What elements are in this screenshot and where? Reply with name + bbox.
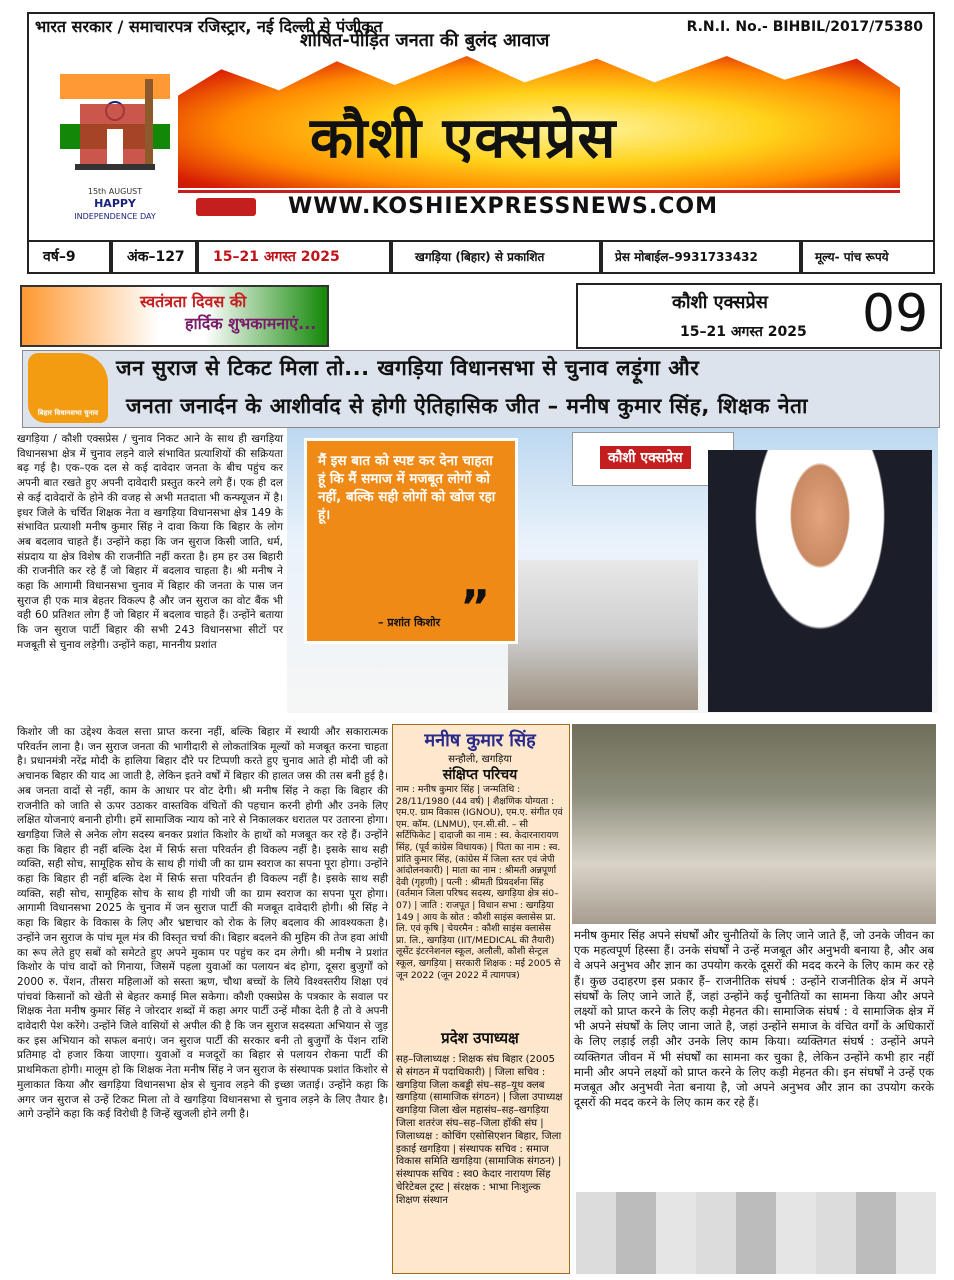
article-column-2: किशोर जी का उद्देश्य केवल सत्ता प्राप्त करना नहीं, बल्कि बिहार में स्थायी और सकारात्मक परिवर्तन लाना है। जन सुराज जनता की भागीदारी से लोकतांत्रिक मूल्यों को मजबूत करना चाहता है। प्रधानमंत्री नरेंद्र मोदी के हालिया बिहार दौरे पर टिप्पणी करते हुए चुनाव आते ही मोदी जी को अचानक बिहार की याद आ जाती है, लेकिन इतने वर्षों में बिहार की हालत जस की तस बनी हुई है। अब जनता वादों से नहीं, काम के आधार पर वोट देगी। श्री मनीष सिंह ने कहा कि बिहार की राजनीति को जाति से ऊपर उठाकर वास्तविक वंचितों की पहचान करनी होगी और उनके लिए लक्षित योजनाएं बनानी होगी। हमें सामाजिक न्याय को नारे से निकालकर धरातल पर उतारना होगा। खगड़िया जिले से अनेक लोग सदस्य बनकर प्रशांत किशोर के हाथों को मजबूत कर रहे हैं। उन्होंने कहा कि बिहार ही नहीं बल्कि देश में सिर्फ सत्ता परिवर्तन ही विकल्प नहीं है। इसके साथ सही व्यक्ति, सही सोच, सामूहिक सोच के साथ ही गांधी जी का ग्राम स्वराज का सपना पूरा होगा। उन्होंने कहा कि बिहार ही नहीं बल्कि देश में सिर्फ सत्ता परिवर्तन ही विकल्प नहीं है। इसके साथ सही व्यक्ति, सही सोच, सामूहिक सोच के साथ ही गांधी जी का ग्राम स्वराज का सपना पूरा होगा। आगामी विधानसभा 2025 के चुनाव में जन सुराज पार्टी की मजबूत दावेदारी होगी। श्री सिंह ने कहा कि बिहार के विकास के लिए और भ्रष्टाचार को रोक के लिए बदलाव की आवश्यकता है। उन्होंने जन सुराज के पांच मूल मंत्र की विस्तृत चर्चा की। बिहार बदलने की मुहिम की तेज हवा आंधी का रूप लेते हुए सबों को समेटते हुए अपने मुकाम पर पहुंच कर दम लेगी। श्री मनीष ने प्रशांत किशोर के पांच वादों को गिनाया, जिसमें पहला युवाओं का पलायन बंद होगा, दूसरा बुजुर्गों को 2000 रु. पेंशन, तीसरा महिलाओं को सस्ता ऋण, चौथा बच्चों के लिये विश्वस्तरीय शिक्षा एवं पांचवां किसानों को खेती से बेहतर कमाई मिल सकेगा। कौशी एक्सप्रेस के पत्रकार के सवाल पर शिक्षक नेता मनीष कुमार सिंह ने जोरदार शब्दों में कहा अगर पार्टी उन्हें मौका देती है तो वे अपनी दावेदारी पेश करेंगे। उन्होंने जिले वासियों से अपील की है कि जन सुराज सदस्यता अभियान से जुड़ कर इस अभियान को सफल बनाएं। जन सुराज पार्टी की सरकार बनी तो बुजुर्गों के पेंशन राशि प्रतिमाह दो हजार किया जाएगा। युवाओं व मजदूरों का बिहार से पलायन रोकना पार्टी की प्राथमिकता होगी। मालूम हो कि शिक्षक नेता मनीष सिंह ने जन सुराज के संस्थापक प्रशांत किशोर से मुलाकात किया और खगड़िया विधानसभा क्षेत्र से चुनाव लड़ने की इच्छा जताई। उन्होंने कहा कि अगर जन सुराज से उन्हें टिकट मिला तो वे खगड़िया विधानसभा से चुनाव लड़ने के लिए तैयार है। आगे उन्होंने कहा कि कई विरोधी है जिन्हें खुजली होने लगी है। bbox=[17, 726, 388, 1121]
greeting-line-1: स्वतंत्रता दिवस की bbox=[140, 292, 247, 311]
brand-logo: कौशी एक्सप्रेस bbox=[600, 446, 691, 469]
page-date: 15–21 अगस्त 2025 bbox=[680, 324, 807, 340]
svg-text:HAPPY: HAPPY bbox=[94, 197, 136, 210]
candidate-portrait bbox=[708, 450, 932, 712]
press-mobile: प्रेस मोबाईल–9931733432 bbox=[615, 250, 758, 264]
issue-number: अंक–127 bbox=[127, 249, 185, 265]
blurred-advertisement bbox=[576, 1192, 936, 1274]
article-column-1: खगड़िया / कौशी एक्सप्रेस / चुनाव निकट आने के साथ ही खगड़िया विधानसभा क्षेत्र में चुनाव लड़ने वाले संभावित प्रत्याशियों की सक्रियता बढ़ गई है। एक–एक दल से कई दावेदार जनता के बीच पहुंच कर अपनी बात रखते हुए अपनी दावेदारी प्रस्तुत करने लगे हैं। एक ही दल से कई दावेदारों के होने की वजह से अभी मतदाता भी कन्फ्यूजन में है। इधर जिले के चर्चित शिक्षक नेता व खगड़िया विधानसभा क्षेत्र 149 के संभावित प्रत्याशी मनीष कुमार सिंह ने दावा किया कि बिहार के लोग अब बदलाव चाहते हैं। उन्होंने कहा कि जन सुराज किसी जाति, धर्म, संप्रदाय या क्षेत्र विशेष की राजनीति नहीं करता है। हम हर उस बिहारी की राजनीति कर रहे हैं जो बिहार में बदलाव चाहता है। श्री मनीष ने कहा कि आगामी विधानसभा चुनाव में बिहार की जनता के पास जन सुराज ही एक मात्र बेहतर विकल्प है और जन सुराज का वोट बैंक भी वही 60 प्रतिशत लोग हैं जो बिहार में बदलाव चाहते हैं। उन्होंने बताया कि जन सुराज पार्टी बिहार की सभी 243 विधानसभा सीटों पर मजबूती से चुनाव लड़ेगी। उन्होंने कहा, माननीय प्रशांत bbox=[17, 433, 283, 651]
headline-line-1: जन सुराज से टिकट मिला तो... खगड़िया विधानसभा से चुनाव लड़ूंगा और bbox=[116, 356, 700, 380]
quote-author: – प्रशांत किशोर bbox=[378, 616, 441, 629]
profile-post-heading: प्रदेश उपाध्यक्ष bbox=[441, 1029, 519, 1047]
svg-text:15th AUGUST: 15th AUGUST bbox=[87, 187, 143, 196]
right-article-text: मनीष कुमार सिंह अपने संघर्षों और चुनौतियों के लिए जाने जाते हैं, जो उनके जीवन का एक महत्वपूर्ण हिस्सा हैं। उनके संघर्षों ने उन्हें मजबूत और अनुभवी बनाया है, और अब वे अपने अनुभव और ज्ञान का उपयोग करके दूसरों की मदद करने के लिए काम कर रहे हैं। कुछ उदाहरण इस प्रकार हैं– राजनीतिक संघर्ष : उन्होंने राजनीतिक क्षेत्र में अपने संघर्षों के लिए जाने जाते हैं, जहां उन्होंने कई चुनौतियों का सामना किया और अपने लक्ष्यों को प्राप्त करने के लिए कड़ी मेहनत की। सामाजिक संघर्ष : वे सामाजिक क्षेत्र में भी अपने संघर्षों के लिए जाना जाते है, जहां उन्होंने समाज के वंचित वर्गों के अधिकारों के लिए लड़ाई लड़ी और उनके लिए काम किया। व्यक्तिगत संघर्ष : उन्होंने अपने व्यक्तिगत जीवन में भी संघर्षों का सामना कर चुका है, लेकिन उन्होंने कभी हार नहीं मानी और अपने लक्ष्यों को प्राप्त करने के लिए कड़ी मेहनत की। इन संघर्षों ने उन्हें एक मजबूत और अनुभवी नेता बनाया है, जो अपने अनुभव और ज्ञान का उपयोग करके दूसरों की मदद करने के लिए काम कर रहे हैं। bbox=[574, 928, 934, 1110]
quote-text: मैं इस बात को स्पष्ट कर देना चाहता हूं कि मैं समाज में मजबूत लोगों को नहीं, बल्कि सही लोगों को खोज रहा हूं। bbox=[318, 453, 496, 523]
profile-heading: संक्षिप्त परिचय bbox=[442, 767, 518, 783]
svg-text:INDEPENDENCE DAY: INDEPENDENCE DAY bbox=[74, 212, 156, 221]
profile-name: मनीष कुमार सिंह bbox=[424, 730, 536, 751]
independence-day-logo bbox=[35, 44, 195, 234]
laptop-icon bbox=[196, 198, 256, 216]
profile-details: नाम : मनीष कुमार सिंह | जन्मतिथि : 28/11/1980 (44 वर्ष) | शैक्षणिक योग्यता : एम.ए. ग्राम विकास (IGNOU), एम.ए. संगीत एवं एम. कॉम. (LNMU), एन.सी.सी. – सी सर्टिफिकेट | दादाजी का नाम : स्व. केदारनारायण सिंह, (पूर्व कांग्रेस विधायक) | पिता का नाम : स्व. प्रांति कुमार सिंह, (कांग्रेस में जिला स्तर एवं जेपी आंदोलनकारी) | माता का नाम : श्रीमती अन्नपूर्णा देवी (गृहणी) | पत्नी : श्रीमती प्रियदर्शना सिंह (वर्तमान जिला परिषद सदस्य, खगड़िया क्षेत्र सं0–07) | जाति : राजपूत | विधान सभा : खगड़िया 149 | आय के स्रोत : कौशी साइंस क्लासेस प्रा. लि. एवं कृषि | चेयरमैन : कौशी साइंस क्लासेस प्रा. लि., खगड़िया (IIT/MEDICAL की तैयारी) लूसेंट इंटरनेशनल स्कूल, अलौली, कौशी सेन्ट्रल स्कूल, खगड़िया | सरकारी शिक्षक : मई 2005 से जून 2022 (जून 2022 में त्यागपत्र) bbox=[396, 784, 563, 981]
issue-date: 15–21 अगस्त 2025 bbox=[213, 249, 340, 265]
group-photo bbox=[572, 724, 936, 924]
quote-mark-icon: ” bbox=[460, 580, 491, 634]
year: वर्ष–9 bbox=[43, 249, 76, 265]
price: मूल्य- पांच रूपये bbox=[815, 250, 889, 264]
issue-info-bar bbox=[27, 240, 935, 274]
map-label: बिहार विधानसभा चुनाव bbox=[37, 409, 99, 417]
website-link[interactable]: WWW.KOSHIEXPRESSNEWS.COM bbox=[288, 194, 719, 219]
slogan: शोषित-पीड़ित जनता की बुलंद आवाज bbox=[300, 30, 550, 51]
published-from: खगड़िया (बिहार) से प्रकाशित bbox=[415, 250, 545, 264]
bihar-map-icon bbox=[28, 353, 108, 423]
registration-text: भारत सरकार / समाचारपत्र रजिस्ट्रार, नई दिल्ली से पंजीकृत bbox=[35, 17, 383, 36]
greeting-line-2: हार्दिक शुभकामनाएं... bbox=[185, 314, 317, 333]
headline-line-2: जनता जनार्दन के आशीर्वाद से होगी ऐतिहासिक जीत – मनीष कुमार सिंह, शिक्षक नेता bbox=[126, 394, 808, 418]
page-number: 09 bbox=[862, 284, 929, 344]
newspaper-title: कौशी एक्सप्रेस bbox=[310, 105, 617, 171]
profile-place: सन्हौली, खगड़िया bbox=[448, 754, 512, 765]
rally-crowd-image bbox=[508, 560, 698, 710]
page-paper-name: कौशी एक्सप्रेस bbox=[672, 292, 768, 313]
rni-number: R.N.I. No.- BIHBIL/2017/75380 bbox=[686, 19, 923, 35]
profile-posts: सह–जिलाध्यक्ष : शिक्षक संघ बिहार (2005 से संगठन में पदाधिकारी) | जिला सचिव : खगड़िया जिला कबड्डी संघ–सह–यूथ क्लब खगड़िया (सामाजिक संगठन) | जिला उपाध्यक्ष खगड़िया जिला खेल महासंघ–सह–खगड़िया जिला शतरंज संघ–सह–जिला हॉकी संघ | जिलाध्यक्ष : कोचिंग एसोसिएशन बिहार, जिला इकाई खगड़िया | संस्थापक सचिव : समाज विकास समिति खगड़िया (सामाजिक संगठन) | संस्थापक सचिव : स्व0 केदार नारायण सिंह चेरिटेबल ट्रस्ट | संरक्षक : भाभा निःशुल्क शिक्षण संस्थान bbox=[396, 1054, 563, 1206]
